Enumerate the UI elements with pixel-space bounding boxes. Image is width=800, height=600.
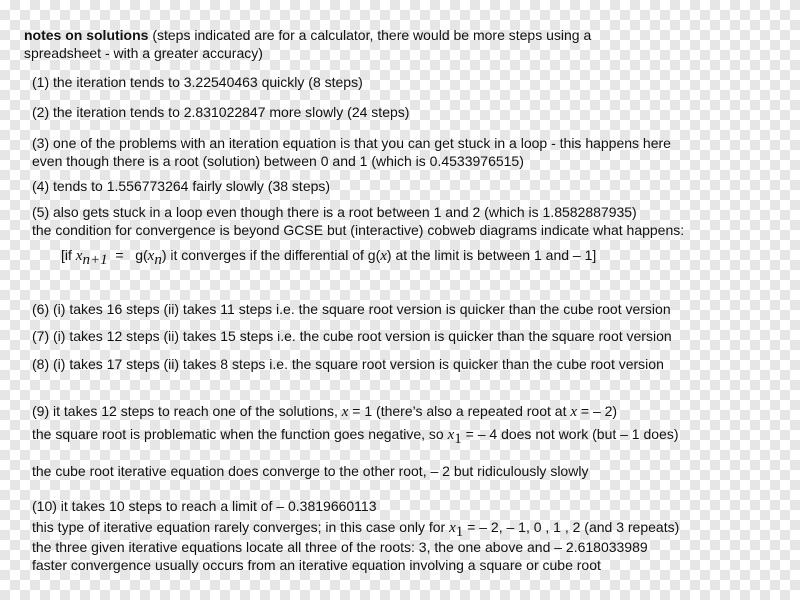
cond-mid: ) it converges if the differential of g( bbox=[161, 247, 381, 263]
note-10-line-3: the three given iterative equations locate all three of the roots: 3, the one above and – 2.618033989 bbox=[32, 539, 648, 555]
n9b-text-1: the square root is problematic when the function goes negative, so bbox=[32, 426, 448, 442]
note-10-line-1: (10) it takes 10 steps to reach a limit of – 0.3819660113 bbox=[32, 498, 377, 514]
n10b-text-2: = – 2, – 1, 0 , 1 , 2 (and 3 repeats) bbox=[463, 519, 680, 535]
note-4: (4) tends to 1.556773264 fairly slowly (38 steps) bbox=[32, 178, 331, 194]
n9-text-1: (9) it takes 12 steps to reach one of the solutions, bbox=[32, 403, 342, 419]
note-10-line-4: faster convergence usually occurs from an iterative equation involving a square or cube root bbox=[32, 557, 601, 573]
note-9-line-1 bbox=[32, 402, 617, 421]
n9b-x: x bbox=[447, 427, 455, 443]
cond-open: [if bbox=[61, 247, 76, 263]
note-6: (6) (i) takes 16 steps (ii) takes 11 steps i.e. the square root version is quicker than the cube root version bbox=[32, 301, 671, 317]
cond-sub-n: n bbox=[154, 251, 162, 268]
cond-x2: x bbox=[147, 248, 155, 264]
n10b-sub: 1 bbox=[455, 523, 464, 540]
note-2: (2) the iteration tends to 2.831022847 more slowly (24 steps) bbox=[32, 104, 410, 120]
note-8: (8) (i) takes 17 steps (ii) takes 8 steps i.e. the square root version is quicker than the cube root version bbox=[32, 356, 664, 372]
intro-line-2: spreadsheet - with a greater accuracy) bbox=[24, 45, 263, 61]
n10b-x: x bbox=[449, 520, 456, 536]
note-5-line-2: the condition for convergence is beyond GCSE but (interactive) cobweb diagrams indicate what happens: bbox=[32, 222, 685, 238]
n10b-text-1: this type of iterative equation rarely converges; in this case only for bbox=[32, 519, 450, 535]
n9-x2: x bbox=[570, 404, 578, 420]
cond-sub-n1: n+1 bbox=[82, 251, 108, 268]
note-5-line-1: (5) also gets stuck in a loop even though there is a root between 1 and 2 (which is 1.8582887935) bbox=[32, 204, 637, 220]
note-9-line-2 bbox=[32, 425, 679, 447]
n9b-text-2: = – 4 does not work (but – 1 does) bbox=[461, 426, 679, 442]
intro-title: notes on solutions bbox=[24, 27, 149, 43]
convergence-condition bbox=[61, 246, 597, 268]
n9b-sub: 1 bbox=[454, 430, 462, 447]
n9-x: x bbox=[341, 404, 349, 420]
intro-line-1 bbox=[24, 26, 591, 44]
cond-g: g( bbox=[131, 247, 148, 263]
cond-eq: = bbox=[107, 247, 132, 263]
cond-x3: x bbox=[380, 248, 387, 264]
note-3-line-1: (3) one of the problems with an iteration equation is that you can get stuck in a loop - this happens here bbox=[32, 135, 671, 151]
note-10-line-2 bbox=[32, 518, 680, 540]
note-1: (1) the iteration tends to 3.22540463 quickly (8 steps) bbox=[32, 74, 363, 90]
cond-end: ) at the limit is between 1 and – 1] bbox=[386, 247, 597, 263]
note-3-line-2: even though there is a root (solution) between 0 and 1 (which is 0.4533976515) bbox=[32, 153, 524, 169]
n9-text-2: = 1 (there’s also a repeated root at bbox=[348, 403, 571, 419]
note-9-line-3: the cube root iterative equation does converge to the other root, – 2 but ridiculously slowly bbox=[32, 463, 589, 479]
n9-text-3: = – 2) bbox=[577, 403, 618, 419]
note-7: (7) (i) takes 12 steps (ii) takes 15 steps i.e. the cube root version is quicker than the square root version bbox=[32, 328, 672, 344]
cond-x: x bbox=[75, 248, 83, 264]
intro-text-1: (steps indicated are for a calculator, there would be more steps using a bbox=[148, 27, 592, 43]
